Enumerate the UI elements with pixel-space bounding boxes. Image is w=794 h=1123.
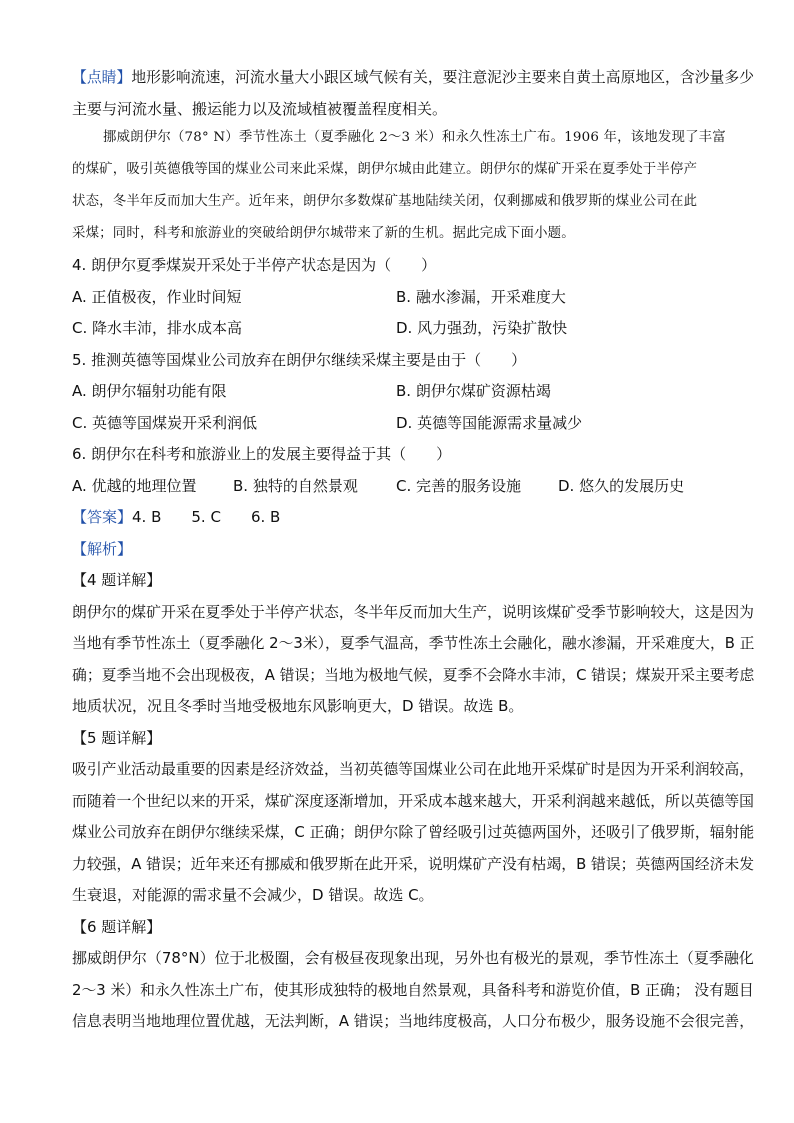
q6-stem: 6. 朗伊尔在科考和旅游业上的发展主要得益于其（ ）: [72, 445, 452, 463]
q6-option-d: D. 悠久的发展历史: [558, 477, 685, 495]
detail-6-line-1: 挪威朗伊尔（78°N）位于北极圈，会有极昼夜现象出现，另外也有极光的景观，季节性冻土（夏季融化: [72, 949, 754, 967]
q4-option-b: B. 融水渗漏，开采难度大: [396, 288, 566, 306]
detail-5-line-2: 而随着一个世纪以来的开采，煤矿深度逐渐增加，开采成本越来越大，开采利润越来越低，所以英德等国: [72, 792, 755, 810]
detail-4-line-3: 确；夏季当地不会出现极夜，A 错误；当地为极地气候，夏季不会降水丰沛，C 错误；煤炭开采主要考虑: [72, 666, 755, 684]
dianjing-text-1: 地形影响流速，河流水量大小跟区域气候有关，要注意泥沙主要来自黄土高原地区，含沙量多少: [131, 68, 755, 86]
q4-option-a: A. 正值极夜，作业时间短: [72, 288, 242, 306]
q5-option-a: A. 朗伊尔辐射功能有限: [72, 382, 227, 400]
material-line-2: 的煤矿，吸引英德俄等国的煤业公司来此采煤，朗伊尔城由此建立。朗伊尔的煤矿开采在夏季处于半停产: [72, 162, 698, 177]
dianjing-label: 【点睛】: [72, 68, 132, 86]
q6-option-b: B. 独特的自然景观: [233, 477, 358, 495]
detail-5-line-1: 吸引产业活动最重要的因素是经济效益，当初英德等国煤业公司在此地开采煤矿时是因为开采利润较高，: [72, 760, 755, 778]
dianjing-line-1: [72, 67, 754, 87]
q6-option-a: A. 优越的地理位置: [72, 477, 197, 495]
detail-4-title: 【4 题详解】: [72, 571, 162, 589]
detail-5-line-4: 力较强，A 错误；近年来还有挪威和俄罗斯在此开采，说明煤矿产没有枯竭，B 错误；英德两国经济未发: [72, 855, 755, 873]
material-line-4: 采煤；同时，科考和旅游业的突破给朗伊尔城带来了新的生机。据此完成下面小题。: [72, 226, 575, 241]
answer-text: 4. B 5. C 6. B: [132, 508, 281, 526]
answer-line: [72, 507, 280, 527]
dianjing-line-2: 主要与河流水量、搬运能力以及流域植被覆盖程度相关。: [72, 100, 448, 118]
q5-option-b: B. 朗伊尔煤矿资源枯竭: [396, 382, 551, 400]
detail-6-line-3: 信息表明当地地理位置优越，无法判断，A 错误；当地纬度极高，人口分布极少，服务设施不会很完善，: [72, 1012, 755, 1030]
detail-5-line-5: 生衰退，对能源的需求量不会减少，D 错误。故选 C。: [72, 886, 434, 904]
material-line-1: 挪威朗伊尔（78° N）季节性冻土（夏季融化 2～3 米）和永久性冻土广布。1906 年，该地发现了丰富: [103, 130, 726, 145]
q4-option-c: C. 降水丰沛，排水成本高: [72, 319, 243, 337]
q4-stem: 4. 朗伊尔夏季煤炭开采处于半停产状态是因为（ ）: [72, 256, 437, 274]
detail-5-title: 【5 题详解】: [72, 729, 162, 747]
detail-5-line-3: 煤业公司放弃在朗伊尔继续采煤，C 正确；朗伊尔除了曾经吸引过英德两国外，还吸引了俄罗斯，辐射能: [72, 823, 755, 841]
analysis-label: 【解析】: [72, 540, 133, 558]
detail-6-title: 【6 题详解】: [72, 918, 162, 936]
detail-6-line-2: 2～3 米）和永久性冻土广布，使其形成独特的极地自然景观，具备科考和游览价值，B 正确； 没有题目: [72, 981, 754, 999]
q5-stem: 5. 推测英德等国煤业公司放弃在朗伊尔继续采煤主要是由于（ ）: [72, 351, 527, 369]
detail-4-line-1: 朗伊尔的煤矿开采在夏季处于半停产状态，冬半年反而加大生产，说明该煤矿受季节影响较大，这是因为: [72, 603, 755, 621]
q5-option-d: D. 英德等国能源需求量减少: [396, 414, 583, 432]
q4-option-d: D. 风力强劲，污染扩散快: [396, 319, 568, 337]
material-line-3: 状态，冬半年反而加大生产。近年来，朗伊尔多数煤矿基地陆续关闭，仅剩挪威和俄罗斯的煤业公司在此: [72, 194, 698, 209]
detail-4-line-2: 当地有季节性冻土（夏季融化 2～3米），夏季气温高，季节性冻土会融化，融水渗漏，开采难度大，B 正: [72, 634, 755, 652]
answer-label: 【答案】: [72, 508, 133, 526]
q6-option-c: C. 完善的服务设施: [396, 477, 522, 495]
q5-option-c: C. 英德等国煤炭开采利润低: [72, 414, 258, 432]
detail-4-line-4: 地质状况，况且冬季时当地受极地东风影响更大，D 错误。故选 B。: [72, 697, 524, 715]
